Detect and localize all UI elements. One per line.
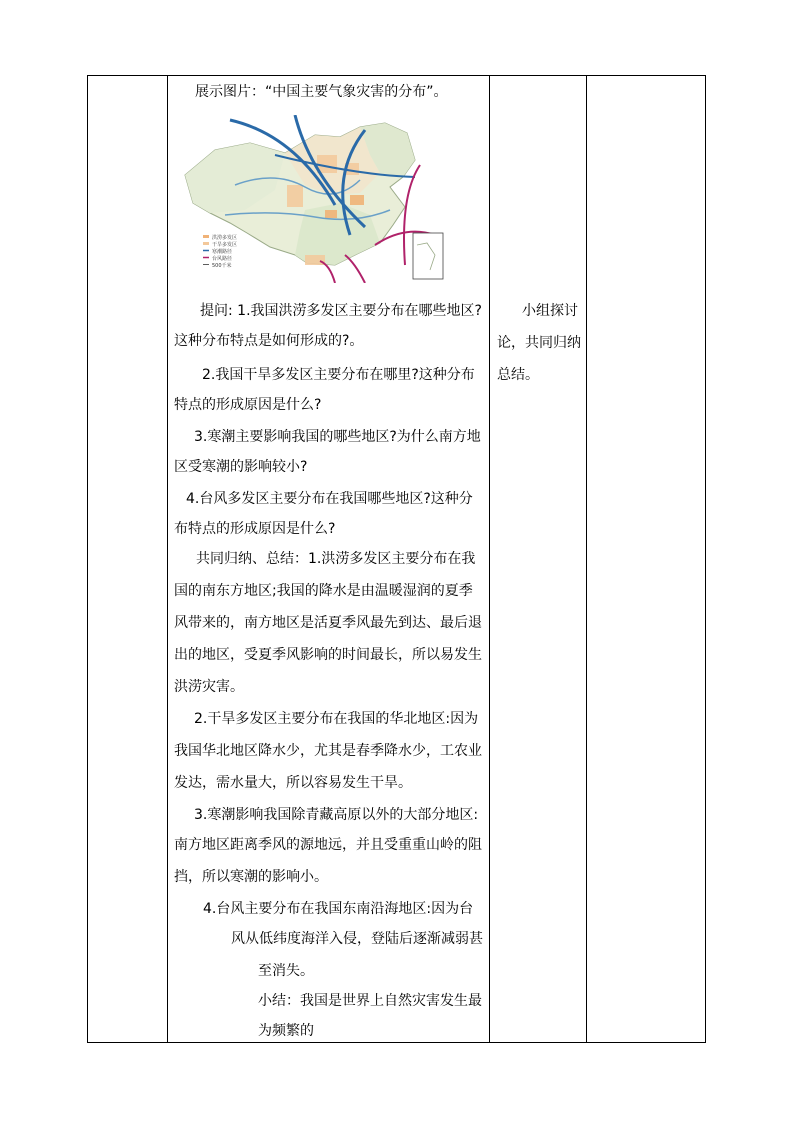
drought-zone xyxy=(287,185,303,207)
legend-typhoon: 台风路径 xyxy=(212,256,233,262)
column-divider xyxy=(586,76,587,1042)
paragraph-line: 4.台风主要分布在我国东南沿海地区:因为台 xyxy=(203,901,474,917)
flood-zone xyxy=(325,210,337,218)
paragraph-line: 共同归纳、总结：1.洪涝多发区主要分布在我 xyxy=(196,551,476,567)
activity-line: 论，共同归纳 xyxy=(497,335,581,351)
paragraph-line: 至消失。 xyxy=(258,963,314,979)
legend-drought: 干旱多发区 xyxy=(212,242,238,248)
drought-zone xyxy=(305,255,325,265)
activity-line: 总结。 xyxy=(497,367,539,383)
south-sea-inset xyxy=(413,233,443,279)
legend-cold-wave: 寒潮路径 xyxy=(212,249,233,255)
paragraph-line: 洪涝灾害。 xyxy=(174,679,244,695)
paragraph-line: 我国华北地区降水少，尤其是春季降水少，工农业 xyxy=(174,743,482,759)
paragraph-line: 4.台风多发区主要分布在我国哪些地区?这种分 xyxy=(186,491,473,507)
paragraph-line: 特点的形成原因是什么? xyxy=(174,397,322,413)
paragraph-line: 挡，所以寒潮的影响小。 xyxy=(174,869,328,885)
column-divider xyxy=(489,76,490,1042)
paragraph-line: 南方地区距离季风的源地远，并且受重重山岭的阻 xyxy=(174,837,482,853)
paragraph-line: 2.我国干旱多发区主要分布在哪里?这种分布 xyxy=(202,367,475,383)
paragraph-line: 2.干旱多发区主要分布在我国的华北地区:因为 xyxy=(194,711,479,727)
paragraph-line: 为频繁的 xyxy=(258,1023,314,1039)
paragraph-line: 这种分布特点是如何形成的?。 xyxy=(174,333,364,349)
flood-zone xyxy=(350,195,364,205)
legend-flood: 洪涝多发区 xyxy=(212,235,238,241)
legend-scale: 500千米 xyxy=(212,263,232,269)
paragraph-line: 风从低纬度海洋入侵，登陆后逐渐减弱甚 xyxy=(231,931,483,947)
paragraph-line: 发达，需水量大，所以容易发生干旱。 xyxy=(174,775,412,791)
paragraph-line: 3.寒潮主要影响我国的哪些地区?为什么南方地 xyxy=(194,429,481,445)
paragraph-line: 国的南东方地区;我国的降水是由温暖湿润的夏季 xyxy=(174,583,473,599)
paragraph-line: 区受寒潮的影响较小? xyxy=(174,459,308,475)
intro-text: 展示图片：“中国主要气象灾害的分布”。 xyxy=(195,84,448,100)
column-divider xyxy=(167,76,168,1042)
map-legend xyxy=(203,234,237,269)
activity-line: 小组探讨 xyxy=(522,303,578,319)
typhoon-path xyxy=(345,255,365,283)
paragraph-line: 风带来的，南方地区是活夏季风最先到达、最后退 xyxy=(174,615,482,631)
paragraph-line: 小结：我国是世界上自然灾害发生最 xyxy=(258,993,482,1009)
paragraph-line: 布特点的形成原因是什么? xyxy=(174,521,336,537)
paragraph-line: 提问: 1.我国洪涝多发区主要分布在哪些地区? xyxy=(200,303,482,319)
paragraph-line: 出的地区，受夏季风影响的时间最长，所以易发生 xyxy=(174,647,482,663)
paragraph-line: 3.寒潮影响我国除青藏高原以外的大部分地区: xyxy=(194,807,479,823)
disaster-map xyxy=(175,115,457,283)
